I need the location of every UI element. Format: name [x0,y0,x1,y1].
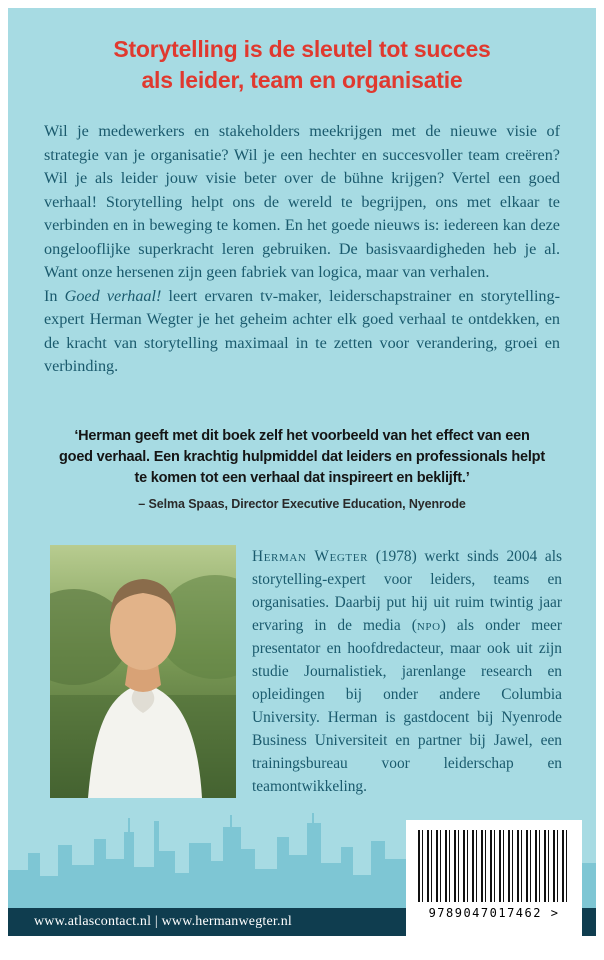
endorsement-quote-text: ‘Herman geeft met dit boek zelf het voorbeeld van het effect van een goed verhaal. Een krachtig hulpmiddel dat leiders en professionals helpt te komen tot een verhaal dat inspireert en beklijft.’ [59,428,545,486]
cover-body-text [44,120,560,379]
cover-title-line1: Storytelling is de sleutel tot succes [113,36,491,62]
npo-smallcaps: npo [416,617,441,634]
author-bio-part1: (1978) werkt sinds 2004 als storytelling-expert voor leiders, teams en organisaties. Daarbij put hij uit ruim twintig jaar ervaring in de media ( [252,548,562,634]
barcode-bars-graphic [418,830,570,902]
publisher-author-websites: www.atlascontact.nl | www.hermanwegter.nl [34,914,292,929]
body-p2-rest: leert ervaren tv-maker, leiderschapstrainer en storytelling-expert Herman Wegter je het geheim achter elk goed verhaal te ontdekken, en de kracht van storytelling maximaal in te zetten voor verandering, groei en verbinding. [44,286,561,375]
author-section [50,545,562,798]
cover-title [8,34,596,96]
body-p2-prefix: In [44,286,65,305]
book-back-cover [8,8,596,936]
endorsement-quote-attribution: – Selma Spaas, Director Executive Education, Nyenrode [138,497,466,511]
book-title-italic: Goed verhaal! [64,286,162,305]
author-name-smallcaps: Herman Wegter [252,548,369,565]
barcode-number: 9789047017462 > [428,906,560,920]
body-paragraph-2 [44,285,560,379]
cover-title-line2: als leider, team en organisatie [141,67,463,93]
author-bio-part2: ) als onder meer presentator en hoofdredacteur, maar ook uit zijn studie Journalistiek, jarenlange research en opleidingen bij onder andere Columbia University. Herman is gastdocent bij Nyenrode Business Universiteit en partner bij Jawel, een trainingsbureau voor leiderschap en teamontwikkeling. [252,617,562,795]
body-paragraph-1: Wil je medewerkers en stakeholders meekrijgen met de nieuwe visie of strategie van je organisatie? Wil je een hechter en succesvoller team creëren? Wil je als leider jouw visie beter over de bühne krijgen? Vertel een goed verhaal! Storytelling helpt ons de wereld te begrijpen, ons met elkaar te verbinden en in beweging te komen. En het goede nieuws is: iedereen kan deze ongelooflijke superkracht leren gebruiken. De basisvaardigheden heb je al. Want onze hersenen zijn geen fabriek van logica, maar van verhalen. [44,122,560,281]
author-bio [252,545,562,798]
endorsement-quote-block [38,426,566,511]
author-photo [50,545,236,798]
barcode [406,820,582,936]
